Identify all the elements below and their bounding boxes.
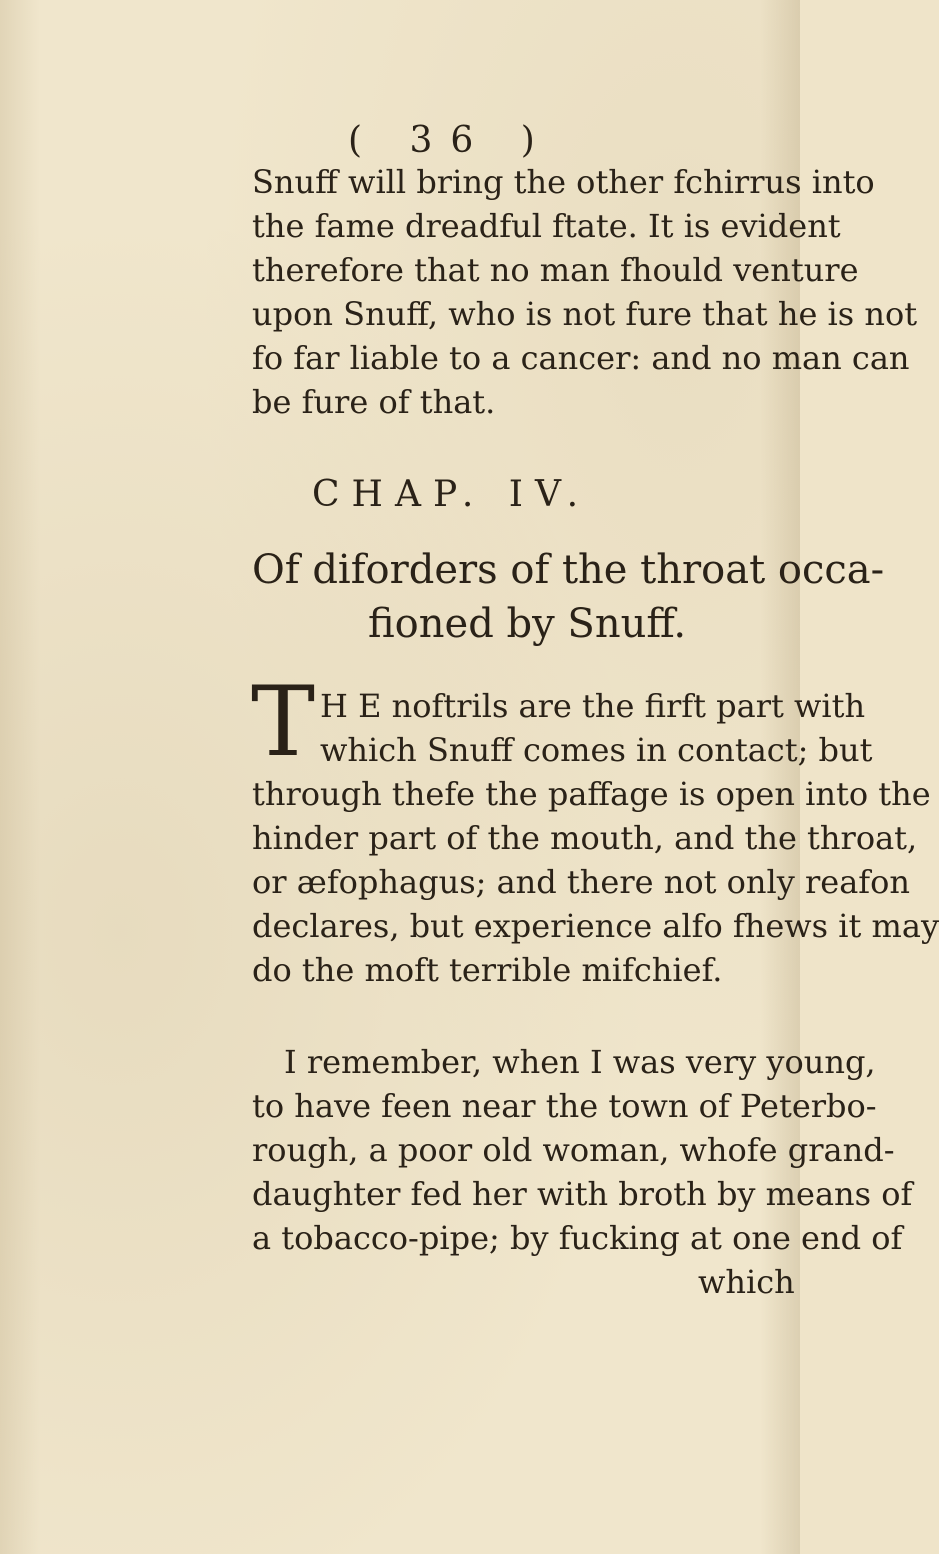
text-line: a tobacco-pipe; by fucking at one end of [252, 1219, 903, 1257]
page-number: ( 36 ) [348, 120, 553, 161]
catchword: which [698, 1263, 795, 1301]
text-line: therefore that no man fhould venture [252, 251, 859, 289]
text-line: declares, but experience alfo fhews it may [252, 907, 939, 945]
chapter-title-line: fioned by Snuff. [368, 601, 687, 647]
text-line: through thefe the paffage is open into the [252, 775, 931, 813]
text-line: be fure of that. [252, 383, 496, 421]
text-line: the fame dreadful ftate. It is evident [252, 207, 841, 245]
text-line: which Snuff comes in contact; but [320, 731, 873, 769]
text-line: hinder part of the mouth, and the throat, [252, 819, 918, 857]
drop-cap: T [251, 666, 316, 778]
text-line: rough, a poor old woman, whofe grand- [252, 1131, 895, 1169]
chapter-heading: CHAP. IV. [312, 474, 591, 515]
chapter-title-line: Of diforders of the throat occa- [252, 547, 885, 593]
text-line: daughter fed her with broth by means of [252, 1175, 913, 1213]
text-line: I remember, when I was very young, [284, 1043, 876, 1081]
text-line: H E noftrils are the firft part with [320, 687, 866, 725]
text-line: upon Snuff, who is not fure that he is not [252, 295, 918, 333]
text-line: do the moft terrible mifchief. [252, 951, 723, 989]
text-line: Snuff will bring the other fchirrus into [252, 163, 875, 201]
text-line: or æfophagus; and there not only reafon [252, 863, 911, 901]
text-line: fo far liable to a cancer: and no man can [252, 339, 910, 377]
text-line: to have feen near the town of Peterbo- [252, 1087, 877, 1125]
